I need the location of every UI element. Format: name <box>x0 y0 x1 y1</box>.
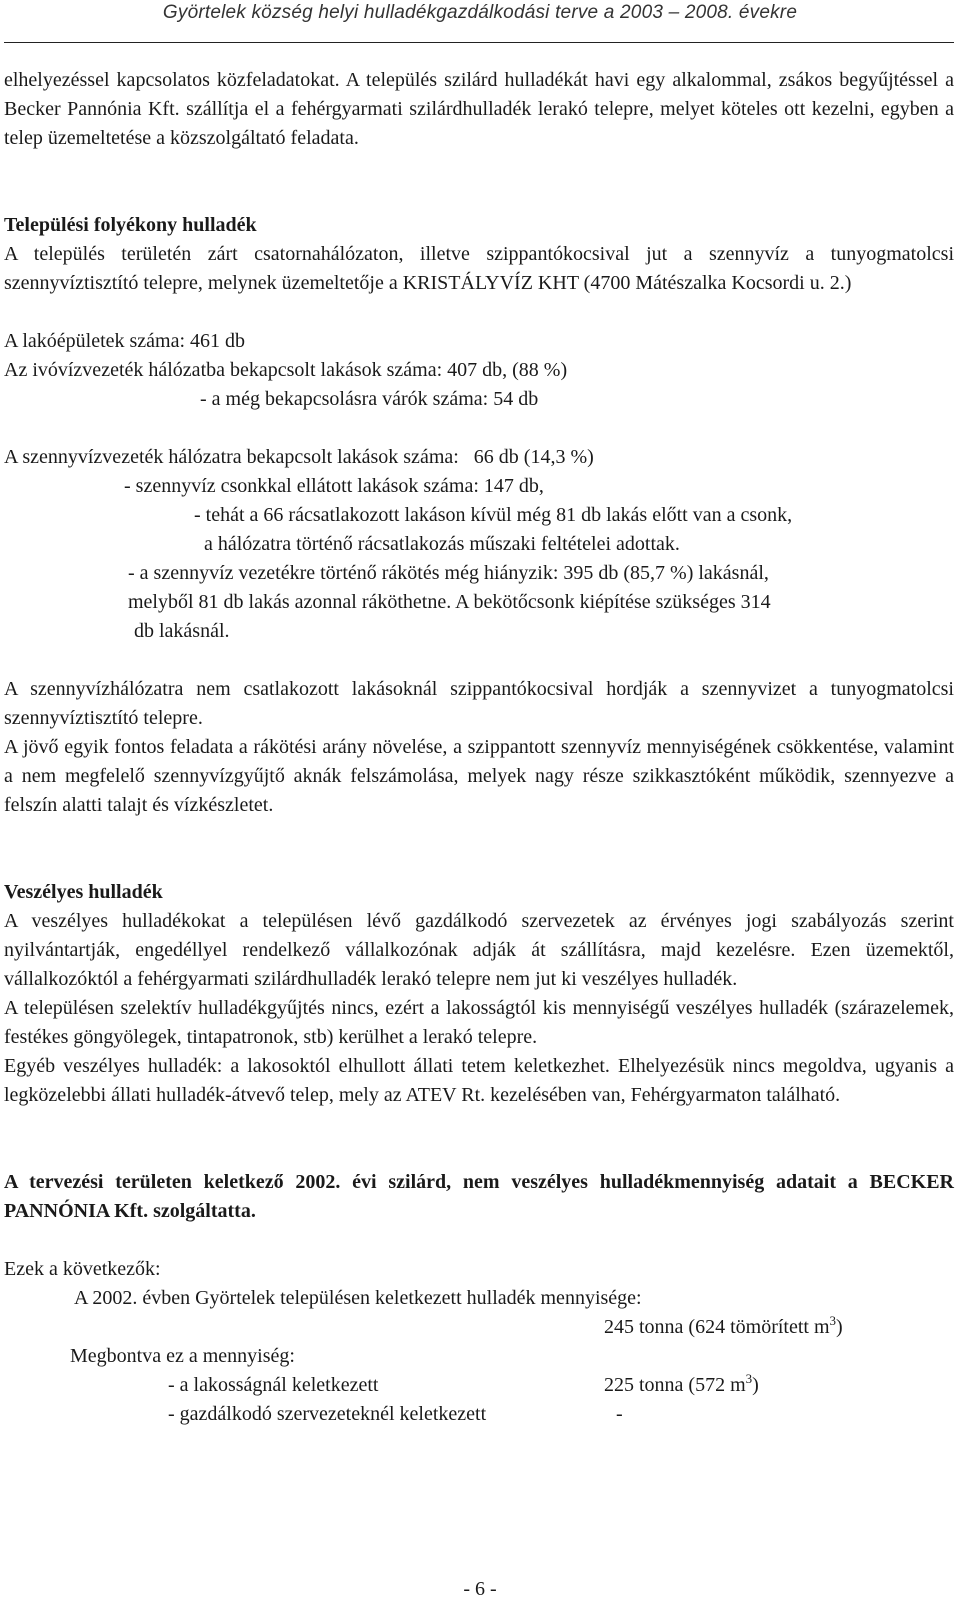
stat-sewer-connected: A szennyvízvezeték hálózatra bekapcsolt lakások száma: 66 db (14,3 %) <box>4 446 594 468</box>
summary-year-line: A 2002. évben Györtelek településen keletkezett hulladék mennyisége: <box>74 1287 642 1309</box>
breakdown-label: - a lakosságnál keletkezett <box>168 1374 379 1396</box>
section-heading-hazardous-waste: Veszélyes hulladék <box>4 881 163 903</box>
liquid-waste-paragraph: A település területén zárt csatornahálózaton, illetve szippantókocsival jut a szennyvíz a tunyogmatolcsi szennyvíztisztító telepre, melynek üzemeltetője a KRISTÁLYVÍZ KHT (4700 Mátészalka Kocsordi u. 2.) <box>4 243 954 294</box>
stat-sewer-missing: - a szennyvíz vezetékre történő rákötés még hiányzik: 395 db (85,7 %) lakásnál, <box>128 562 769 584</box>
septic-transport-paragraph: A szennyvízhálózatra nem csatlakozott lakásoknál szippantókocsival hordják a szennyvizet a tunyogmatolcsi szennyvíztisztító telepre. <box>4 678 954 729</box>
page-number: - 6 - <box>463 1578 497 1600</box>
hazardous-paragraph-3: Egyéb veszélyes hulladék: a lakosoktól elhullott állati tetem keletkezhet. Elhelyezésük nincs megoldva, ugyanis a legközelebbi állati hulladék-átvevő telep, mely az ATEV Rt. kezelésében van, Fehérgyarmaton található. <box>4 1055 954 1106</box>
stat-buildings: A lakóépületek száma: 461 db <box>4 330 246 352</box>
hazardous-paragraph-2: A településen szelektív hulladékgyűjtés nincs, ezért a lakosságtól kis mennyiségű veszélyes hulladék (szárazelemek, festékes göngyölegek, tintapatronok, stb) kerülhet a lerakó telepre. <box>4 997 954 1048</box>
document-body <box>4 66 954 1429</box>
summary-breakdown-label: Megbontva ez a mennyiség: <box>70 1345 295 1367</box>
breakdown-value: - <box>616 1403 623 1425</box>
breakdown-value: 225 tonna (572 $m^3$) <box>604 1371 759 1396</box>
summary-intro: Ezek a következők: <box>4 1258 161 1280</box>
breakdown-row-residential <box>4 1371 954 1400</box>
stat-sewer-stub: - szennyvíz csonkkal ellátott lakások száma: 147 db, <box>124 475 544 497</box>
page-header: Györtelek község helyi hulladékgazdálkodási terve a 2003 – 2008. évekre <box>162 2 798 23</box>
intro-paragraph: elhelyezéssel kapcsolatos közfeladatokat. A település szilárd hulladékát havi egy alkalommal, zsákos begyűjtéssel a Becker Pannónia Kft. szállítja el a fehérgyarmati szilárdhulladék lerakó telepre, melyet köteles ott kezelni, egyben a telep üzemeltetése a közszolgáltató feladata. <box>4 69 954 149</box>
section-heading-liquid-waste: Települési folyékony hulladék <box>4 214 257 236</box>
stat-water-connected: Az ivóvízvezeték hálózatba bekapcsolt lakások száma: 407 db, (88 %) <box>4 359 568 381</box>
summary-total: 245 tonna (624 tömörített $m^3$) <box>604 1313 843 1338</box>
section-heading-2002-data: A tervezési területen keletkező 2002. évi szilárd, nem veszélyes hulladékmennyiség adatait a BECKER PANNÓNIA Kft. szolgáltatta. <box>4 1171 954 1222</box>
stat-water-waiting: - a még bekapcsolásra várók száma: 54 db <box>200 388 539 410</box>
hazardous-paragraph-1: A veszélyes hulladékokat a településen lévő gazdálkodó szervezetek az érvényes jogi szabályozás szerint nyilvántartják, engedéllyel rendelkező vállalkozónak adják át szállításra, majd kezelésre. Ezen üzemektől, vállalkozóktól a fehérgyarmati szilárdhulladék lerakó telepre nem jut ki veszélyes hulladék. <box>4 910 954 990</box>
stat-sewer-needed: db lakásnál. <box>134 620 230 642</box>
stat-sewer-conditions: a hálózatra történő rácsatlakozás műszaki feltételei adottak. <box>204 533 680 555</box>
stat-sewer-stub-extra: - tehát a 66 rácsatlakozott lakáson kívül még 81 db lakás előtt van a csonk, <box>194 504 793 526</box>
future-task-paragraph: A jövő egyik fontos feladata a rákötési arány növelése, a szippantott szennyvíz mennyiségének csökkentése, valamint a nem megfelelő szennyvízgyűjtő aknák felszámolása, melyek nagy része szikkasztóként működik, szennyezve a felszín alatti talajt és vízkészletet. <box>4 736 954 816</box>
stat-sewer-immediate: melyből 81 db lakás azonnal ráköthetne. A bekötőcsonk kiépítése szükséges 314 <box>128 591 771 613</box>
breakdown-row-business <box>4 1400 954 1429</box>
breakdown-label: - gazdálkodó szervezeteknél keletkezett <box>168 1403 487 1425</box>
header-rule <box>4 42 954 43</box>
